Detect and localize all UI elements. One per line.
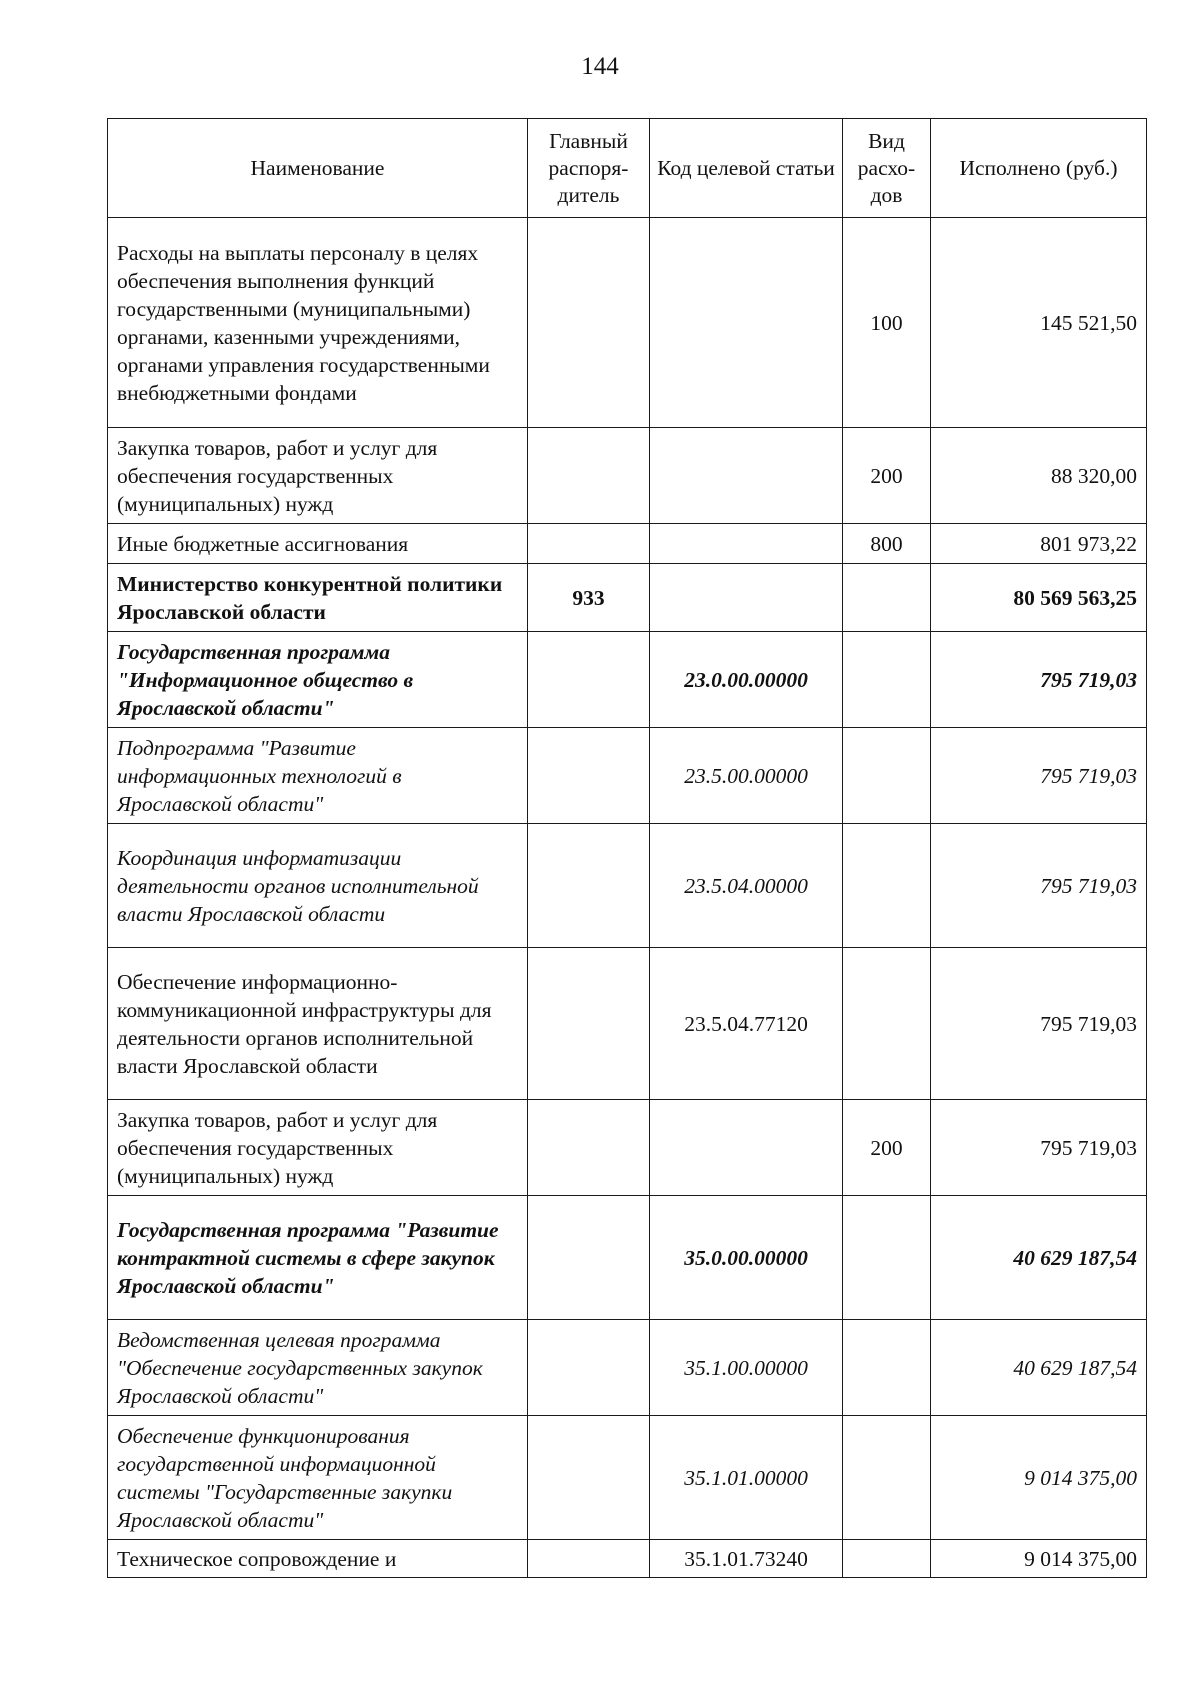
header-type: Вид расхо-дов	[843, 119, 931, 218]
row-manager	[528, 824, 650, 948]
row-manager	[528, 1540, 650, 1578]
row-name: Обеспечение функционирования государственной информационной системы "Государственные закупки Ярославской области"	[108, 1416, 528, 1540]
row-amount: 145 521,50	[931, 218, 1147, 428]
header-code: Код целевой статьи	[650, 119, 843, 218]
row-code: 23.5.04.77120	[650, 948, 843, 1100]
row-manager	[528, 524, 650, 564]
row-type	[843, 824, 931, 948]
row-code: 35.1.01.73240	[650, 1540, 843, 1578]
row-manager	[528, 1196, 650, 1320]
row-name: Иные бюджетные ассигнования	[108, 524, 528, 564]
row-type	[843, 1196, 931, 1320]
row-manager	[528, 428, 650, 524]
row-name: Подпрограмма "Развитие информационных технологий в Ярославской области"	[108, 728, 528, 824]
row-manager	[528, 948, 650, 1100]
row-amount: 795 719,03	[931, 824, 1147, 948]
row-name: Министерство конкурентной политики Ярославской области	[108, 564, 528, 632]
budget-execution-table	[107, 118, 1147, 1578]
row-manager	[528, 1320, 650, 1416]
row-type	[843, 1416, 931, 1540]
row-manager: 933	[528, 564, 650, 632]
table-row	[108, 1540, 1147, 1578]
row-amount: 801 973,22	[931, 524, 1147, 564]
table-row	[108, 948, 1147, 1100]
table-row	[108, 218, 1147, 428]
row-manager	[528, 632, 650, 728]
row-type	[843, 564, 931, 632]
row-amount: 795 719,03	[931, 1100, 1147, 1196]
table-row	[108, 728, 1147, 824]
row-code: 23.0.00.00000	[650, 632, 843, 728]
row-amount: 88 320,00	[931, 428, 1147, 524]
row-amount: 9 014 375,00	[931, 1416, 1147, 1540]
table-row	[108, 1320, 1147, 1416]
row-type	[843, 1540, 931, 1578]
table-row	[108, 824, 1147, 948]
row-type	[843, 632, 931, 728]
table-row	[108, 632, 1147, 728]
row-name: Техническое сопровождение и	[108, 1540, 528, 1578]
row-manager	[528, 1100, 650, 1196]
table-header-row	[108, 119, 1147, 218]
row-code: 35.1.01.00000	[650, 1416, 843, 1540]
page-number: 144	[581, 53, 619, 80]
table-row	[108, 1100, 1147, 1196]
row-code	[650, 428, 843, 524]
row-code: 35.1.00.00000	[650, 1320, 843, 1416]
row-code	[650, 218, 843, 428]
row-type: 200	[843, 428, 931, 524]
row-code: 35.0.00.00000	[650, 1196, 843, 1320]
row-amount: 40 629 187,54	[931, 1196, 1147, 1320]
row-name: Государственная программа "Информационное общество в Ярославской области"	[108, 632, 528, 728]
table-row	[108, 524, 1147, 564]
row-name: Расходы на выплаты персоналу в целях обеспечения выполнения функций государственными (муниципальными) органами, казенными учреждениями, органами управления государственными внебюджетными фондами	[108, 218, 528, 428]
row-name: Закупка товаров, работ и услуг для обеспечения государственных (муниципальных) нужд	[108, 1100, 528, 1196]
row-amount: 9 014 375,00	[931, 1540, 1147, 1578]
table-row	[108, 564, 1147, 632]
row-type	[843, 1320, 931, 1416]
table-row	[108, 1196, 1147, 1320]
row-name: Ведомственная целевая программа "Обеспечение государственных закупок Ярославской области"	[108, 1320, 528, 1416]
row-name: Государственная программа "Развитие контрактной системы в сфере закупок Ярославской области"	[108, 1196, 528, 1320]
row-manager	[528, 218, 650, 428]
table-row	[108, 1416, 1147, 1540]
row-amount: 795 719,03	[931, 948, 1147, 1100]
row-code	[650, 1100, 843, 1196]
row-type	[843, 728, 931, 824]
row-code	[650, 564, 843, 632]
row-amount: 795 719,03	[931, 728, 1147, 824]
row-name: Координация информатизации деятельности органов исполнительной власти Ярославской области	[108, 824, 528, 948]
header-amount: Исполнено (руб.)	[931, 119, 1147, 218]
row-manager	[528, 728, 650, 824]
row-code: 23.5.04.00000	[650, 824, 843, 948]
row-type	[843, 948, 931, 1100]
row-type: 800	[843, 524, 931, 564]
row-name: Обеспечение информационно-коммуникационной инфраструктуры для деятельности органов исполнительной власти Ярославской области	[108, 948, 528, 1100]
header-manager: Главный распоря-дитель	[528, 119, 650, 218]
row-manager	[528, 1416, 650, 1540]
row-type: 200	[843, 1100, 931, 1196]
row-name: Закупка товаров, работ и услуг для обеспечения государственных (муниципальных) нужд	[108, 428, 528, 524]
row-code: 23.5.00.00000	[650, 728, 843, 824]
row-code	[650, 524, 843, 564]
row-amount: 795 719,03	[931, 632, 1147, 728]
row-amount: 80 569 563,25	[931, 564, 1147, 632]
row-type: 100	[843, 218, 931, 428]
header-name: Наименование	[108, 119, 528, 218]
table-row	[108, 428, 1147, 524]
row-amount: 40 629 187,54	[931, 1320, 1147, 1416]
